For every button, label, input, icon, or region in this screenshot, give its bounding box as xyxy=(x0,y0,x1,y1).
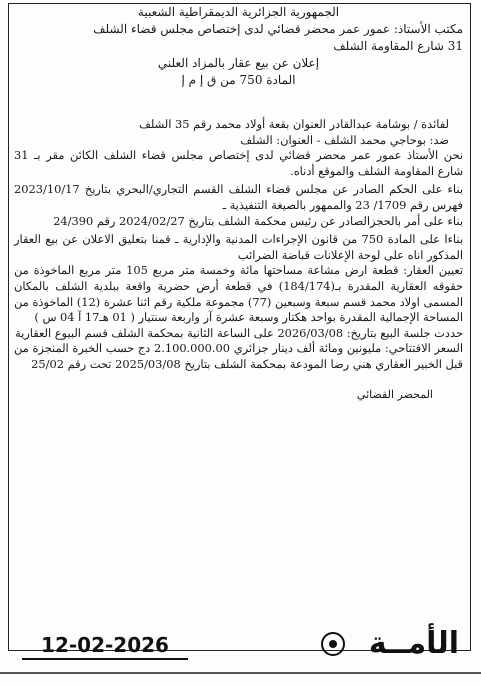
paragraph-judgment: بناء على الحكم الصادر عن مجلس قضاء الشلف القسم التجاري/البحري بتاريخ 2023/10/17 فهرس رقم 1709/ 23 والممهور بالصيغة التنفيذية ـ xyxy=(14,182,463,212)
publication-date: 12-02-2026 xyxy=(22,632,188,660)
scan-edge-line xyxy=(0,672,481,674)
against-line: ضد: بوحاجي محمد الشلف - العنوان: الشلف xyxy=(240,132,449,147)
footer-bar xyxy=(8,628,471,664)
announcement-title: إعلان عن بيع عقار بالمزاد العلني xyxy=(157,56,320,70)
republic-heading: الجمهورية الجزائرية الديمقراطية الشعبية xyxy=(137,5,340,19)
signer-title: المحضر القضائي xyxy=(356,387,433,401)
paragraph-legal-basis: بناءا على المادة 750 من قانون الإجراءات المدنية والإدارية ـ قمنا بتعليق الاعلان عن بيع العقار المذكور اناه على لوحة الإعلانات قباضة الضرائب xyxy=(14,232,463,262)
beneficiary-line: لفائدة / بوشامة عبدالقادر العنوان بقعة أولاد محمد رقم 35 الشلف xyxy=(139,117,449,131)
article-reference: المادة 750 من ق إ م إ xyxy=(181,73,296,87)
announcement-content xyxy=(14,4,463,402)
paragraph-bailiff: نحن الأستاذ عمور عمر محضر قضائي لدى إختصاص مجلس قضاء الشلف الكائن مقر بـ 31 شارع المقاومة الشلف والموقع أدناه. xyxy=(14,148,463,178)
logo-emblem-icon xyxy=(319,630,347,658)
office-line: مكتب الأستاذ: عمور عمر محضر قضائي لدى إختصاص مجلس قضاء الشلف xyxy=(93,22,463,36)
paragraph-seizure-order: بناء على أمر بالحجزالصادر عن رئيس محكمة الشلف بتاريخ 2024/02/27 رقم 24/390 xyxy=(53,213,463,228)
office-address: 31 شارع المقاومة الشلف xyxy=(333,39,463,53)
paragraph-sale-session: حددت جلسة البيع بتاريخ: 2026/03/08 على الساعة الثانية بمحكمة الشلف قسم البيوع العقارية xyxy=(15,325,463,340)
paragraph-opening-price: السعر الافتتاحي: مليونين ومائة ألف دينار جزائري 2.100.000.00 دج حسب الخبرة المنجزة من قبل الخبير العقاري هني رضا المودعة بمحكمة الشلف بتاريخ 2025/03/08 تحت رقم 25/02 xyxy=(14,341,463,371)
newspaper-logo xyxy=(319,624,459,664)
logo-wordmark: الأمــة xyxy=(368,626,459,661)
paragraph-property: تعيين العقار: قطعة ارض مشاعة مساحتها مائة وخمسة متر مربع 105 متر مربع الماخوذة من حقوقه العقارية المقدرة بـ(184/174) في قطعة أرض حضرية واقعة ببلدية الشلف بالمكان المسمى اولاد محمد قسم سبعة وسبعين (77) مجموعة ملكية رقم اثنا عشرة (12) الماخوذة من المساحة الإجمالية المقدرة بواحد هكتار وسبعة عشرة آر واربعة سنتيار ( 01 هـ17 آ 04 س ) xyxy=(14,263,464,325)
